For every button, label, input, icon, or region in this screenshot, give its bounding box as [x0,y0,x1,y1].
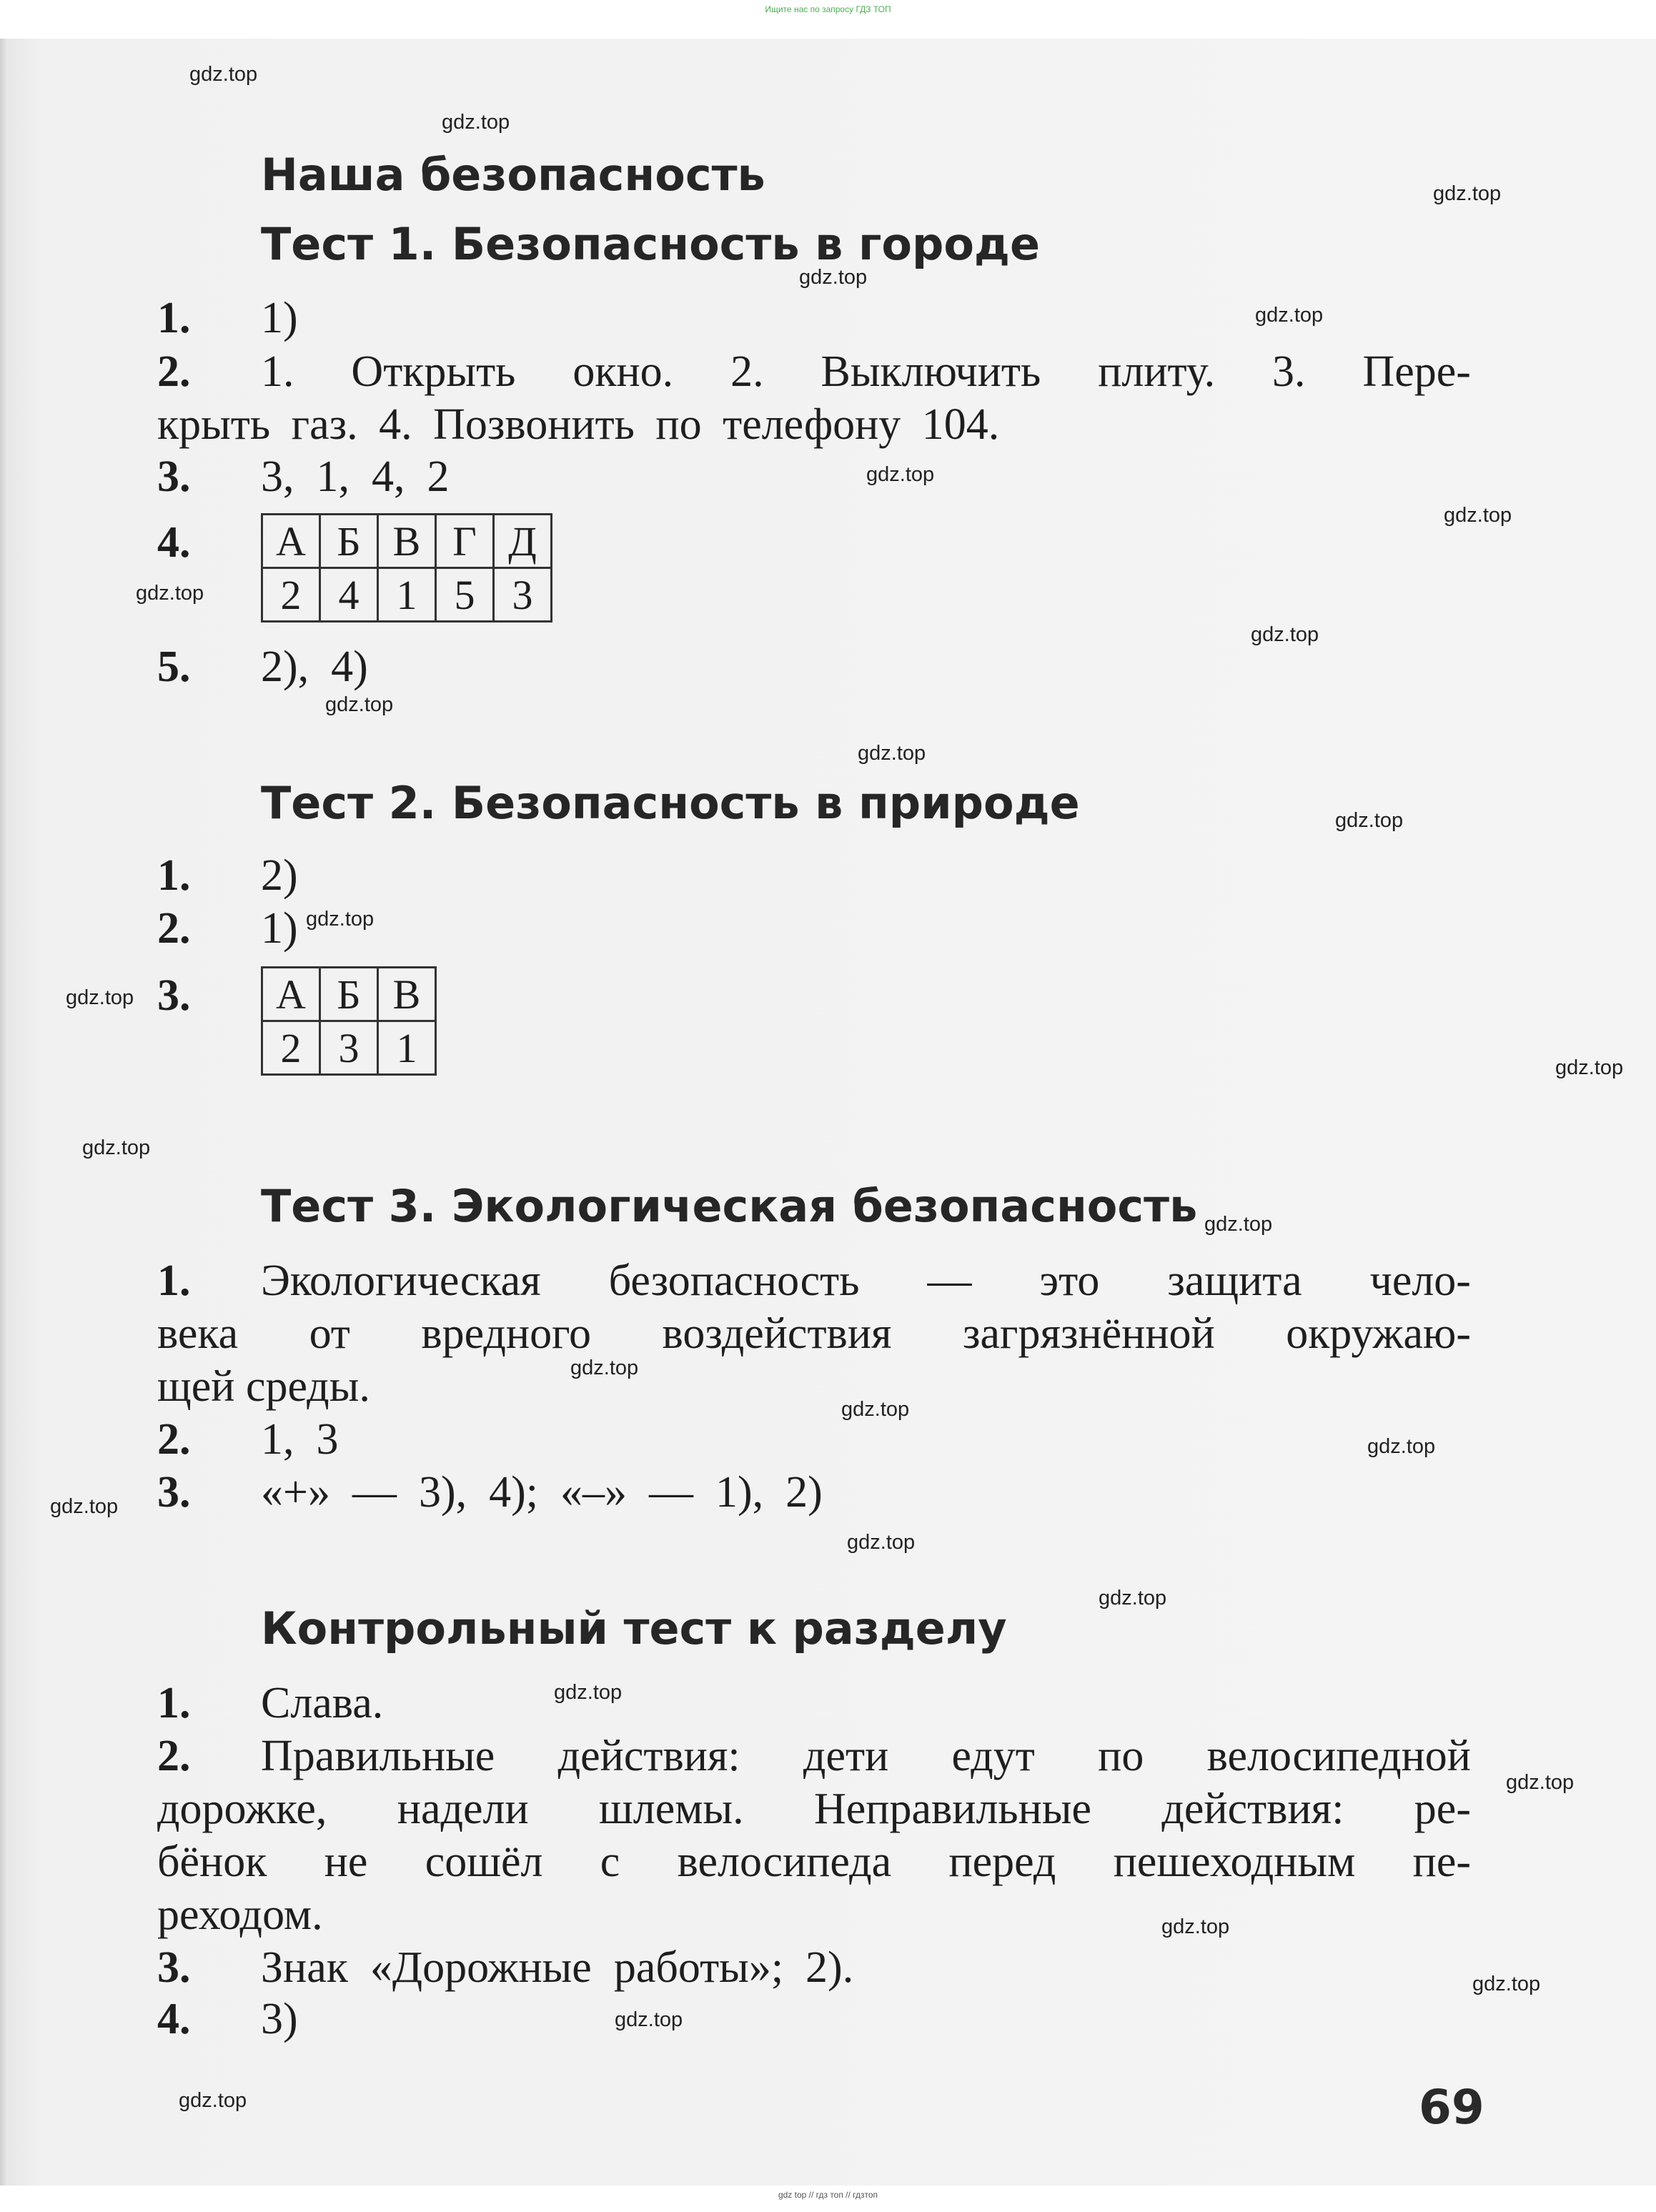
table-cell: 5 [436,568,494,622]
word: Открыть [351,347,516,396]
word: чело- [1369,1256,1471,1305]
control-q4-answer: 3) [261,1995,298,2043]
test1-q4-answer-table [261,513,552,623]
watermark: gdz.top [866,463,935,486]
word: защита [1167,1256,1302,1305]
watermark: gdz.top [1506,1771,1575,1794]
control-q3-answer: Знак «Дорожные работы»; 2). [261,1943,854,1992]
word: воздействия [662,1309,892,1358]
control-q2-line1 [261,1730,1471,1782]
word: ре- [1414,1785,1471,1833]
test2-q2-number: 2. [157,904,191,953]
word: Пере- [1362,347,1471,396]
test1-q2-number: 2. [157,347,191,396]
test3-q2-number: 2. [157,1415,191,1464]
watermark: gdz.top [189,63,258,86]
control-q1-number: 1. [157,1679,191,1727]
control-q2-number: 2. [157,1732,191,1780]
test1-q1-answer: 1) [261,294,298,342]
test2-q1-answer: 2) [261,851,298,900]
watermark: gdz.top [1335,809,1404,832]
watermark: gdz.top [1255,304,1324,327]
word: пешеходным [1113,1837,1356,1886]
test1-q2-line1 [261,345,1471,398]
watermark: gdz.top [1099,1587,1167,1610]
word: шлемы. [599,1785,744,1833]
watermark: gdz.top [442,111,510,134]
word: Выключить [820,347,1041,396]
watermark: gdz.top [1555,1056,1624,1079]
table-cell: 4 [320,568,378,622]
table-cell: 1 [378,568,436,622]
watermark: gdz.top [1472,1973,1541,1995]
word: велосипеда [677,1837,892,1886]
word: вредного [421,1309,591,1358]
table-cell: 1 [378,1021,436,1075]
watermark: gdz.top [615,2008,683,2031]
test3-q3-number: 3. [157,1468,191,1517]
test3-q1-line1 [261,1254,1471,1307]
watermark: gdz.top [179,2089,247,2112]
watermark: gdz.top [82,1136,151,1159]
test2-title: Тест 2. Безопасность в природе [261,777,1080,829]
word: от [309,1309,350,1358]
top-search-link[interactable]: Ищите нас по запросу ГДЗ ТОП [765,4,891,14]
test1-q2-line2: крыть газ. 4. Позвонить по телефону 104. [157,400,1000,449]
watermark: gdz.top [847,1531,916,1554]
word: Экологическая [261,1256,541,1305]
table-cell: Б [320,515,378,568]
watermark: gdz.top [50,1495,119,1518]
test1-q3-answer: 3, 1, 4, 2 [261,452,450,501]
word: сошёл [425,1837,543,1886]
test2-q3-number: 3. [157,971,191,1020]
control-q3-number: 3. [157,1943,191,1992]
word: это [1039,1256,1100,1305]
word: 3. [1272,347,1306,396]
test1-q5-answer: 2), 4) [261,643,368,691]
test2-q3-answer-table [261,966,437,1076]
word: бёнок [157,1837,267,1886]
word: загрязнённой [963,1309,1215,1358]
test1-title: Тест 1. Безопасность в городе [261,218,1041,270]
table-header-row [262,968,436,1021]
word: пе- [1412,1837,1471,1886]
test1-q1-number: 1. [157,294,191,342]
word: века [157,1309,239,1358]
watermark: gdz.top [1251,623,1319,646]
watermark: gdz.top [570,1357,639,1379]
bottom-site-link[interactable]: gdz top // гдз топ // гдзтоп [778,2190,878,2200]
word: с [600,1837,620,1886]
test2-q2-answer: 1) [261,904,298,953]
table-cell: В [378,515,436,568]
table-cell: 3 [494,568,552,622]
test3-title: Тест 3. Экологическая безопасность [261,1180,1198,1232]
word: надели [397,1785,529,1833]
watermark: gdz.top [1433,182,1502,205]
control-q2-line2 [157,1782,1471,1835]
table-cell: А [262,968,320,1021]
watermark: gdz.top [136,582,204,605]
test1-q3-number: 3. [157,452,191,501]
watermark: gdz.top [306,908,375,931]
word: плиту. [1098,347,1216,396]
table-cell: Г [436,515,494,568]
watermark: gdz.top [66,986,134,1009]
watermark: gdz.top [1161,1915,1230,1938]
section-title: Наша безопасность [261,149,765,201]
word: велосипедной [1206,1732,1471,1780]
test3-q1-line3: щей среды. [157,1362,370,1411]
watermark: gdz.top [1444,504,1512,527]
watermark: gdz.top [1367,1435,1436,1458]
watermark: gdz.top [325,693,394,716]
word: не [324,1837,368,1886]
word: 2. [730,347,764,396]
word: — [927,1256,972,1305]
word: дети [803,1732,889,1780]
table-value-row [262,1021,436,1075]
watermark: gdz.top [1204,1213,1273,1236]
control-q2-line3 [157,1835,1471,1888]
word: окно. [572,347,674,396]
test3-q1-number: 1. [157,1256,191,1305]
page-number: 69 [1419,2080,1484,2135]
test3-q1-line2 [157,1307,1471,1360]
test1-q5-number: 5. [157,643,191,691]
table-header-row [262,515,552,568]
table-cell: 2 [262,1021,320,1075]
test1-q4-number: 4. [157,518,191,567]
control-test-title: Контрольный тест к разделу [261,1602,1007,1655]
control-q2-line4: реходом. [157,1890,323,1939]
control-q1-answer: Слава. [261,1679,384,1727]
watermark: gdz.top [858,742,926,765]
table-cell: В [378,968,436,1021]
watermark: gdz.top [841,1398,910,1421]
word: перед [948,1837,1056,1886]
word: дорожке, [157,1785,327,1833]
test3-q2-answer: 1, 3 [261,1415,339,1464]
word: по [1098,1732,1144,1780]
word: Правильные [261,1732,495,1780]
test3-q3-answer: «+» — 3), 4); «–» — 1), 2) [261,1468,823,1517]
table-cell: Д [494,515,552,568]
word: 1. [261,347,294,396]
word: едут [951,1732,1035,1780]
table-cell: 2 [262,568,320,622]
watermark: gdz.top [799,266,868,289]
word: окружаю- [1286,1309,1471,1358]
word: безопасность [608,1256,860,1305]
word: действия: [1161,1785,1344,1833]
control-q4-number: 4. [157,1995,191,2043]
table-cell: Б [320,968,378,1021]
test2-q1-number: 1. [157,851,191,900]
word: Неправильные [814,1785,1092,1833]
table-value-row [262,568,552,622]
word: действия: [557,1732,740,1780]
table-cell: А [262,515,320,568]
table-cell: 3 [320,1021,378,1075]
watermark: gdz.top [554,1681,623,1704]
